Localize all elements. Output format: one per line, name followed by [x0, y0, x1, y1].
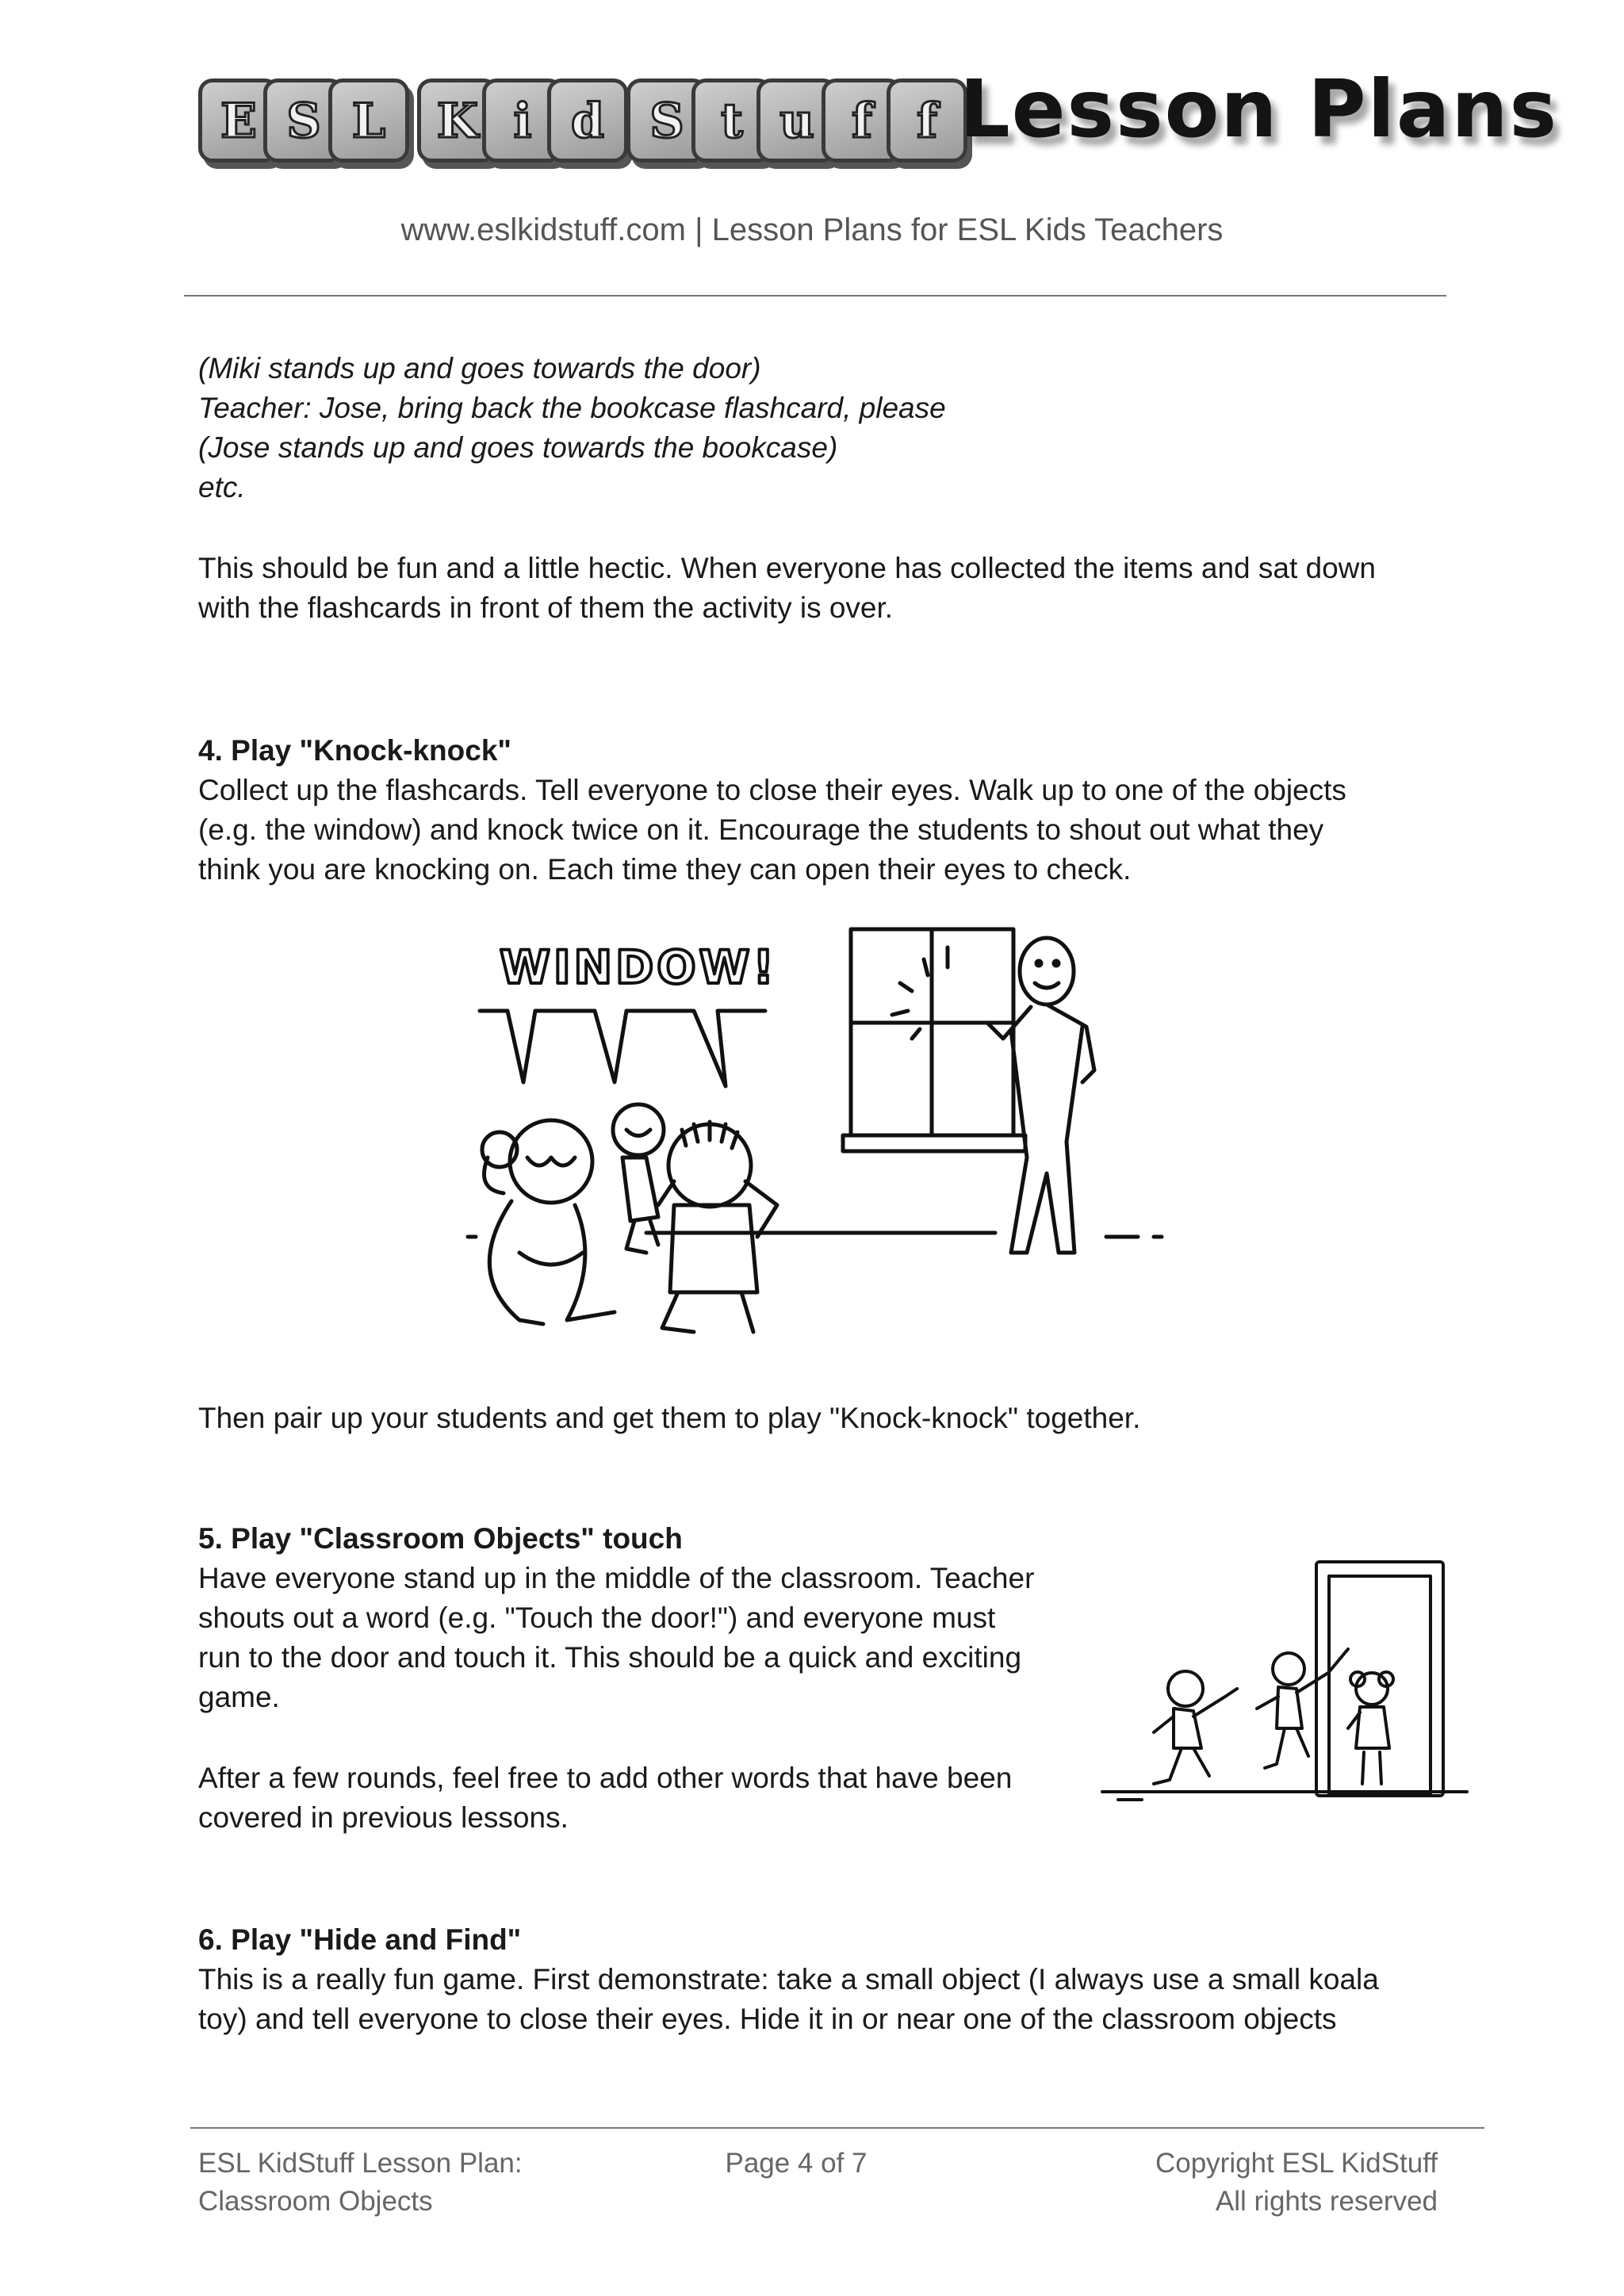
logo-cube: d	[547, 78, 628, 163]
section-6-body	[198, 1960, 1467, 2039]
logo-cube: E	[198, 78, 279, 163]
esl-kidstuff-logo	[198, 63, 1559, 194]
footer-divider	[190, 2127, 1484, 2129]
logo-cube: f	[822, 78, 902, 163]
footer-copyright: Copyright ESL KidStuff	[1155, 2148, 1438, 2179]
paragraph-line: toy) and tell everyone to close their eyes. Hide it in or near one of the classroom objects	[198, 2003, 1337, 2035]
paragraph-line: game.	[198, 1681, 280, 1713]
paragraph-line: After a few rounds, feel free to add other words that have been	[198, 1762, 1013, 1794]
logo-cube: i	[482, 78, 563, 163]
logo-cube: L	[328, 78, 409, 163]
logo-cube: t	[691, 78, 772, 163]
speech-bubble-lines	[480, 1011, 765, 1086]
footer-lesson-title: Classroom Objects	[198, 2186, 433, 2217]
lesson-plans-title: Lesson Plans	[959, 63, 1559, 155]
footer-right	[1155, 2145, 1438, 2221]
section-5-heading: 5. Play "Classroom Objects" touch	[198, 1522, 683, 1555]
dialogue-line: (Jose stands up and goes towards the bookcase)	[198, 431, 838, 464]
site-url-line: www.eslkidstuff.com | Lesson Plans for ESL Kids Teachers	[400, 212, 1224, 247]
logo-cube: S	[263, 78, 344, 163]
footer-lesson-plan-label: ESL KidStuff Lesson Plan:	[198, 2148, 523, 2179]
paragraph-line: shouts out a word (e.g. "Touch the door!") and everyone must	[198, 1601, 996, 1634]
paragraph-line: Collect up the flashcards. Tell everyone to close their eyes. Walk up to one of the objects	[198, 774, 1346, 806]
teacher-figure	[987, 938, 1094, 1253]
dialogue-block	[198, 349, 1467, 507]
boy-figure	[658, 1122, 777, 1332]
paragraph-line: think you are knocking on. Each time they can open their eyes to check.	[198, 853, 1132, 886]
paragraph-line: This should be fun and a little hectic. When everyone has collected the items and sat down	[198, 552, 1376, 584]
paragraph-line: covered in previous lessons.	[198, 1801, 569, 1834]
logo-cube: S	[626, 78, 707, 163]
paragraph-line: (e.g. the window) and knock twice on it. Encourage the students to shout out what they	[198, 813, 1324, 846]
reaching-kid-figure	[1257, 1649, 1348, 1768]
girl-figure	[482, 1120, 615, 1324]
section-4-body	[198, 771, 1467, 890]
knock-marks	[892, 947, 948, 1039]
paragraph-line: with the flashcards in front of them the activity is over.	[198, 591, 894, 624]
dialogue-line: etc.	[198, 471, 246, 503]
running-kid-figure	[1154, 1671, 1237, 1784]
section-5-body	[198, 1559, 1110, 1717]
footer-page-number: Page 4 of 7	[725, 2148, 868, 2179]
paragraph-line: run to the door and touch it. This should be a quick and exciting	[198, 1641, 1022, 1674]
section-6-heading: 6. Play "Hide and Find"	[198, 1923, 522, 1956]
touching-kid-figure	[1348, 1672, 1393, 1784]
logo-cube: K	[417, 78, 498, 163]
knock-knock-illustration	[456, 920, 1170, 1364]
logo-cube: f	[887, 78, 967, 163]
dialogue-line: Teacher: Jose, bring back the bookcase flashcard, please	[198, 392, 946, 424]
logo-cube: u	[756, 78, 837, 163]
paragraph-line: Have everyone stand up in the middle of the classroom. Teacher	[198, 1562, 1035, 1594]
section-4-after-text: Then pair up your students and get them to play "Knock-knock" together.	[198, 1402, 1141, 1434]
door-touch-illustration	[1094, 1554, 1475, 1816]
paragraph-hectic	[198, 549, 1467, 628]
paragraph-line: This is a really fun game. First demonstrate: take a small object (I always use a small koala	[198, 1963, 1379, 1996]
section-4-heading: 4. Play "Knock-knock"	[198, 734, 511, 767]
dialogue-line: (Miki stands up and goes towards the door)	[198, 352, 761, 385]
footer-rights-reserved: All rights reserved	[1215, 2186, 1438, 2217]
speech-bubble-text: WINDOW!	[500, 940, 777, 994]
section-5-body-2	[198, 1758, 1110, 1838]
small-child-figure	[613, 1104, 664, 1253]
header-divider	[184, 295, 1446, 297]
